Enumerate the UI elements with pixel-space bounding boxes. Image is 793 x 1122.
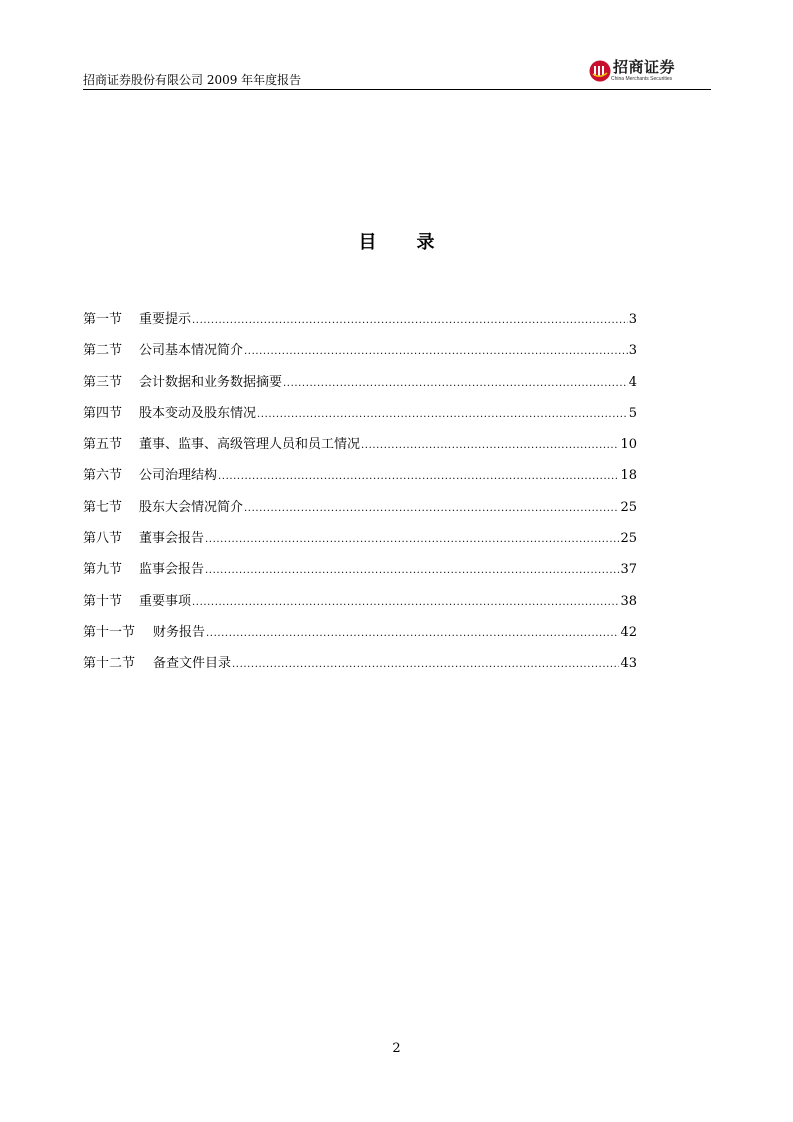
toc-entry[interactable]	[83, 561, 637, 592]
toc-page-number: 42	[620, 624, 637, 640]
toc-dot-leader	[244, 500, 619, 518]
toc-section-title: 公司基本情况简介	[139, 343, 244, 359]
toc-section-title: 董事会报告	[139, 531, 205, 547]
toc-entry[interactable]	[83, 530, 637, 561]
toc-section-title: 会计数据和业务数据摘要	[139, 374, 283, 390]
toc-section-title: 股本变动及股东情况	[139, 405, 257, 421]
toc-section-number: 第四节	[83, 405, 123, 421]
toc-dot-leader	[218, 468, 619, 486]
page-number: 2	[392, 1041, 401, 1056]
header-title: 招商证券股份有限公司 2009 年年度报告	[83, 73, 302, 87]
table-of-contents	[83, 311, 637, 687]
toc-section-number: 第十节	[83, 593, 123, 609]
logo-chinese-name: 招商证券	[613, 58, 676, 76]
toc-section-number: 第十二节	[83, 656, 136, 672]
logo-english-name: China Merchants Securities	[611, 76, 673, 82]
toc-dot-leader	[205, 562, 619, 580]
toc-section-title: 董事、监事、高级管理人员和员工情况	[139, 437, 361, 453]
toc-dot-leader	[244, 343, 628, 361]
company-logo	[589, 58, 689, 86]
toc-page-number: 25	[620, 531, 637, 547]
toc-dot-leader	[192, 312, 628, 330]
toc-dot-leader	[232, 656, 619, 674]
toc-section-number: 第二节	[83, 343, 123, 359]
header-divider	[83, 89, 711, 90]
toc-page-number: 5	[628, 405, 637, 421]
toc-section-title: 监事会报告	[139, 562, 205, 578]
page-header	[83, 58, 711, 90]
toc-entry[interactable]	[83, 593, 637, 624]
toc-dot-leader	[361, 437, 619, 455]
toc-section-title: 重要事项	[139, 593, 192, 609]
toc-section-number: 第九节	[83, 562, 123, 578]
toc-page-number: 10	[620, 437, 637, 453]
toc-section-number: 第十一节	[83, 624, 136, 640]
logo-mark-icon	[589, 60, 611, 82]
toc-entry[interactable]	[83, 374, 637, 405]
toc-section-number: 第三节	[83, 374, 123, 390]
toc-page-number: 3	[628, 343, 637, 359]
toc-section-title: 财务报告	[153, 624, 206, 640]
toc-page-number: 43	[620, 656, 637, 672]
toc-section-number: 第六节	[83, 468, 123, 484]
title-char-2: 录	[416, 232, 435, 253]
toc-entry[interactable]	[83, 655, 637, 686]
toc-section-title: 备查文件目录	[153, 656, 232, 672]
toc-page-number: 38	[620, 593, 637, 609]
toc-dot-leader	[206, 625, 619, 643]
toc-entry[interactable]	[83, 342, 637, 373]
toc-section-number: 第一节	[83, 312, 123, 327]
toc-entry[interactable]	[83, 624, 637, 655]
toc-entry[interactable]	[83, 436, 637, 467]
toc-dot-leader	[257, 406, 628, 424]
toc-entry[interactable]	[83, 499, 637, 530]
toc-section-title: 公司治理结构	[139, 468, 218, 484]
toc-page-number: 4	[628, 374, 637, 390]
toc-section-title: 股东大会情况简介	[139, 499, 244, 515]
toc-entry[interactable]	[83, 405, 637, 436]
toc-entry[interactable]	[83, 467, 637, 498]
toc-section-title: 重要提示	[139, 312, 192, 327]
toc-section-number: 第七节	[83, 499, 123, 515]
toc-dot-leader	[205, 531, 619, 549]
toc-page-number: 3	[628, 312, 637, 327]
toc-page-number: 18	[620, 468, 637, 484]
toc-entry[interactable]	[83, 311, 637, 342]
toc-dot-leader	[192, 594, 619, 612]
toc-page-number: 25	[620, 499, 637, 515]
toc-section-number: 第五节	[83, 437, 123, 453]
toc-section-number: 第八节	[83, 531, 123, 547]
toc-page-number: 37	[620, 562, 637, 578]
page-title	[0, 232, 793, 254]
toc-dot-leader	[283, 375, 628, 393]
title-char-1: 目	[358, 232, 377, 253]
